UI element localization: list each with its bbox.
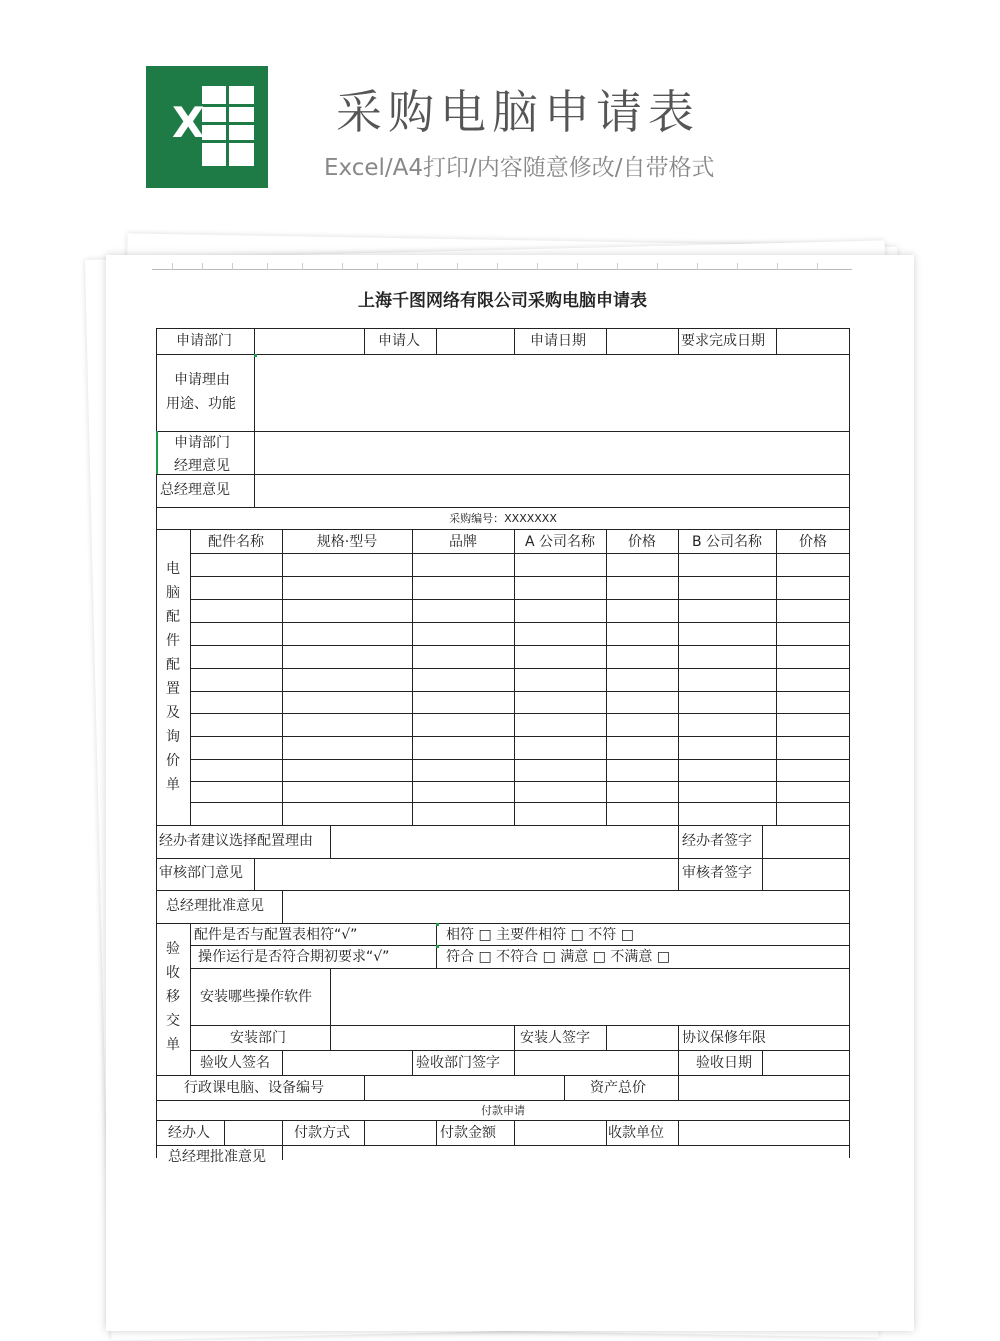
check-parts-question: 配件是否与配置表相符“√” — [194, 927, 358, 943]
quote-header: 配件名称 — [208, 534, 264, 550]
label-reason: 申请理由 — [174, 372, 230, 388]
label-payee: 收款单位 — [608, 1125, 664, 1141]
spreadsheet-grid-icon — [202, 86, 254, 166]
check-operation-options[interactable]: 符合 □ 不符合 □ 满意 □ 不满意 □ — [446, 949, 671, 965]
label-pay-method: 付款方式 — [294, 1125, 350, 1141]
label-software: 安装哪些操作软件 — [200, 989, 312, 1005]
label-warranty: 协议保修年限 — [682, 1030, 766, 1046]
label-handler: 经办人 — [168, 1125, 210, 1141]
label-pay-amount: 付款金额 — [440, 1125, 496, 1141]
quote-header: A 公司名称 — [524, 534, 596, 550]
quote-header: B 公司名称 — [691, 534, 763, 550]
label-receive-dept-sign: 验收部门签字 — [416, 1055, 500, 1071]
label-payment: 付款申请 — [481, 1104, 525, 1117]
quote-header: 规格·型号 — [316, 534, 378, 550]
label-applicant: 申请人 — [378, 333, 420, 349]
label-receiver-sign: 验收人签名 — [200, 1055, 270, 1071]
quote-header: 价格 — [628, 534, 656, 550]
cell-comment-marker — [436, 945, 439, 948]
column-ruler — [152, 263, 852, 270]
check-parts-options[interactable]: 相符 □ 主要件相符 □ 不符 □ — [446, 927, 634, 943]
label-audit-dept: 审核部门意见 — [159, 865, 243, 881]
page-title: 采购电脑申请表 — [336, 85, 700, 139]
excel-x-letter: X — [172, 98, 205, 147]
purchase-form — [154, 270, 851, 1156]
label-auditor-sign: 审核者签字 — [682, 865, 752, 881]
cell-selection-marker — [156, 431, 158, 474]
label-due-date: 要求完成日期 — [681, 333, 765, 349]
page-subtitle: Excel/A4打印/内容随意修改/自带格式 — [324, 155, 715, 181]
quote-side-label: 电脑配件配置及询价单 — [166, 561, 180, 793]
quote-header: 价格 — [799, 534, 827, 550]
quote-header: 品牌 — [449, 534, 477, 550]
label-receive-date: 验收日期 — [696, 1055, 752, 1071]
label-apply-date: 申请日期 — [530, 333, 586, 349]
label-dept-manager-2: 经理意见 — [174, 458, 230, 474]
cell-comment-marker — [436, 923, 439, 926]
check-operation-question: 操作运行是否符合期初要求“√” — [198, 949, 390, 965]
label-handler-sign: 经办者签字 — [682, 833, 752, 849]
label-asset-total: 资产总价 — [590, 1080, 646, 1096]
label-dept-manager-1: 申请部门 — [174, 435, 230, 451]
label-purpose: 用途、功能 — [166, 396, 236, 412]
label-cut-row — [168, 1148, 266, 1156]
label-installer-sign: 安装人签字 — [520, 1030, 590, 1046]
label-admin-number: 行政课电脑、设备编号 — [184, 1080, 324, 1096]
label-install-dept: 安装部门 — [230, 1030, 286, 1046]
cell-comment-marker — [254, 354, 257, 357]
label-apply-dept: 申请部门 — [176, 333, 232, 349]
accept-side-label: 验收移交单 — [166, 941, 180, 1053]
label-gm-opinion: 总经理意见 — [160, 482, 230, 498]
form-title: 上海千图网络有限公司采购电脑申请表 — [358, 291, 647, 311]
purchase-number: 采购编号：XXXXXXX — [449, 512, 557, 525]
label-suggest-reason: 经办者建议选择配置理由 — [159, 833, 313, 849]
excel-logo-icon — [146, 66, 268, 188]
label-gm-approve: 总经理批准意见 — [166, 898, 264, 914]
